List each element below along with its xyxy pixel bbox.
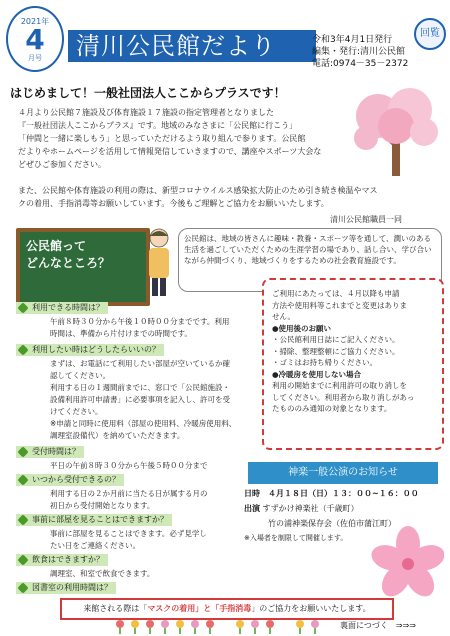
qa-answer-line: 調理室設備代）を納めていただきます。: [50, 431, 185, 440]
notice-line: ご利用にあたっては、４月以降も申請: [272, 289, 400, 298]
speech-text: 公民館は、地域の皆さんに趣味・教養・スポーツ等を通して、潤いのある生活を過ごしていただくための生涯学習の場であり、話し合い、学び合いながら仲間づくり、地域づくりをするための社会教育施設です。: [184, 234, 432, 265]
next-page-note: 裏面につづく ⇒⇒⇒: [340, 621, 416, 630]
qa-answer-line: けてください。: [50, 407, 103, 416]
qa-question: 事前に部屋を見ることはできますか？: [16, 514, 172, 526]
notice-line: 方法や使用料等これまでと変更はありま: [272, 300, 407, 310]
intro-text: [18, 106, 348, 171]
intro2-line: また、公民館や体育施設の利用の際は、新型コロナウイルス感染拡大防止のため引き続き検温やマス: [18, 186, 378, 195]
qa-answer-line: ※申請と同時に使用料（部屋の使用料、冷暖房使用料、: [50, 419, 237, 428]
qa-answer-line: 時間は、準備から片付けまでの時間です。: [50, 329, 192, 338]
phone: 電話:0974－35－2372: [312, 59, 409, 69]
kagura-note: ※入場者を制限して開催します。: [244, 534, 348, 542]
qa-answer-line: 午前８時３０分から午後１０時００分までです。利用: [50, 317, 230, 326]
intro-line: ４月より公民館７施設及び体育施設１７施設の指定管理者となりました: [18, 108, 274, 117]
notice-line: 利用の開始までに利用許可の取り消しを: [272, 381, 407, 390]
newsletter-title: 清川公民館だより: [76, 32, 276, 60]
chalkboard-text: [26, 238, 138, 272]
staff-person-illustration: [142, 226, 176, 298]
qa-question: 受付時間は？: [16, 446, 84, 458]
tulip-row-decoration: [110, 618, 330, 634]
intro-line: 『一般社団法人ここからプラス』です。地域のみなさまに「公民館に行こう」: [18, 121, 298, 130]
qa-answer-line: 調理室、和室で飲食できます。: [50, 569, 155, 578]
notice-line: たもののみ通知の対象となります。: [272, 404, 392, 413]
headline: はじめまして！一般社団法人ここからプラスです！: [10, 86, 286, 100]
qa-answer-line: 利用する日の１週間前までに、窓口で「公民館施設・: [50, 383, 230, 392]
qa-answer-line: たい日をご連絡ください。: [50, 541, 140, 550]
banner-post: 」のご協力をお願いいたします。: [251, 604, 371, 613]
intro-text-2: [18, 184, 442, 210]
qa-answer-line: 平日の午前８時３０分から午後５時００分まで: [50, 461, 208, 470]
kagura-date: 日時 ４月１８日（日）１３：００~１６：００: [244, 489, 419, 498]
issue-gou: 月号: [28, 54, 42, 62]
banner-pre: 来館される際は「: [83, 604, 148, 613]
intro-line: どぜひご参加ください。: [18, 160, 106, 169]
sakura-flower-illustration: [364, 520, 444, 600]
kagura-performer-2: 竹の浦神楽保存会（佐伯市蒲江町）: [268, 519, 396, 528]
qa-answer-line: 事前に部屋を見ることはできます。必ず見学し: [50, 529, 207, 538]
notice-line: ●冷暖房を使用しない場合: [272, 369, 362, 379]
issue-month: 4: [25, 23, 45, 56]
qa-answer-line: まずは、お電話にて利用したい部屋が空いているか確: [50, 359, 230, 368]
issue-badge: [6, 6, 64, 72]
qa-answer: [50, 460, 250, 472]
kagura-performer-1: すずかけ神楽社（千歳町）: [262, 504, 359, 513]
qa-answer-line: 初日から受付開始となります。: [50, 501, 155, 510]
qa-answer: [50, 316, 250, 340]
qa-question: いつから受付できるの？: [16, 474, 124, 486]
qa-answer: [50, 568, 250, 580]
qa-question: 利用したい時はどうしたらいいの？: [16, 344, 164, 356]
chalkboard-line: 公民館って: [26, 239, 87, 253]
qa-answer-line: 利用する日の２か月前に当たる日が属する月の: [50, 489, 208, 498]
issue-date: 令和3年4月1日発行: [312, 35, 393, 45]
intro-line: だよりやホームページを活用して情報発信していきますので、講座やスポーツ大会な: [18, 147, 322, 156]
intro2-line: クの着用、手指消毒等お願いしています。今後もご理解とご協力をお願いいたします。: [18, 199, 329, 208]
kagura-performers: [244, 501, 440, 516]
qa-answer: [50, 358, 250, 442]
issue-year: 2021年: [20, 17, 50, 26]
issue-info: [312, 34, 408, 70]
kairan-icon: 回覧: [414, 18, 446, 50]
qa-question: 図書室の利用時間は？: [16, 582, 116, 594]
qa-answer-line: 認してください。: [50, 371, 110, 380]
qa-question: 利用できる時間は？: [16, 302, 108, 314]
qa-answer-line: 設備利用許可申請書」に必要事項を記入し、許可を受: [50, 395, 230, 404]
qa-answer: [50, 528, 250, 552]
usage-notice-text: [272, 288, 434, 415]
notice-line: ●使用後のお願い: [272, 323, 332, 333]
notice-line: してください。利用者から取り消しがあっ: [272, 392, 415, 402]
cherry-tree-illustration: [348, 86, 444, 180]
kagura-title: 神楽一般公演のお知らせ: [248, 462, 438, 484]
publisher: 編集・発行:清川公民館: [312, 47, 406, 57]
notice-line: ・ゴミはお持ち帰りください。: [272, 358, 377, 367]
intro-line: 「仲間と一緒に楽しもう」と思っていただけるよう取り組んで参ります。公民館: [18, 134, 306, 143]
qa-question: 飲食はできますか？: [16, 554, 108, 566]
kagura-performer-label: 出演: [244, 504, 260, 513]
notice-line: せん。: [272, 312, 295, 321]
staff-signature: 清川公民館職員一同: [330, 215, 402, 224]
banner-emphasis: マスクの着用」と「手指消毒: [147, 604, 252, 613]
qa-answer: [50, 488, 250, 512]
chalkboard-line: どんなところ？: [26, 256, 111, 270]
notice-line: ・公民館利用日誌にご記入ください。: [272, 335, 400, 344]
notice-line: ・掃除、整理整頓にご協力ください。: [272, 346, 400, 356]
mask-banner: [60, 598, 394, 620]
